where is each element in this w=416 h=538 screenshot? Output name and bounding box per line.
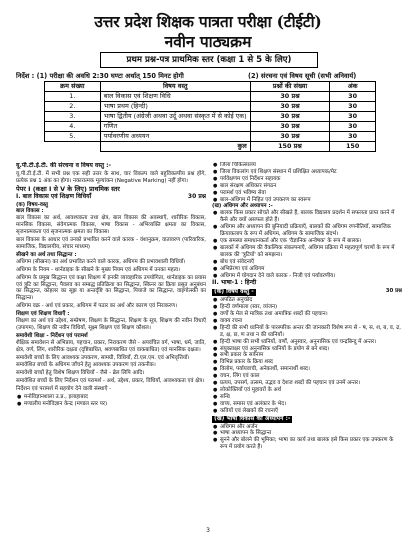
list-item: ● कवियों एवं लेखकों की रचनाएँ xyxy=(220,408,402,415)
list-item: ● हिन्दी वर्णमाला (स्वर, व्यंजन) xyxy=(220,304,402,311)
table-cell: बाल विकास एवं शिक्षण विधि xyxy=(100,92,250,102)
table-total-row xyxy=(45,142,376,152)
paragraph: शैक्षिक समावेशन से अभिप्राय, पहचान, प्रकार, निराकरण जैसे - अपवंचित वर्ग, भाषा, धर्म, जाति, क्षेत्र, वर्ण, लिंग, शारीरिक दक्षता (दृष्टिबाधित, श्रवणबाधित एवं वाकबाधित) एवं मानसिक दक्षता। xyxy=(16,339,206,353)
list-item: ● अपठित अनुच्छेद xyxy=(220,297,402,304)
intro-text: यू.पी.टी.ई.टी. में सभी प्रश्न एक सही उत्तर के साथ, चार विकल्प वाले बहुविकल्पीय प्रश्न होंगे, प्रत्येक प्रश्न 1 अंक का होगा। नकारात्मक मूल्यांकन (Negative Marking) नहीं होगा। xyxy=(16,170,206,184)
table-cell: 30 प्रश्न xyxy=(250,132,330,142)
section-count: 30 प्रश्न xyxy=(385,288,402,295)
right-column xyxy=(212,162,402,524)
list-item: ● परामर्श एवं भविष्य सेवा xyxy=(220,190,402,197)
list-item: ● एक समस्या समाधानकर्ता और एक 'वैज्ञानिक अन्वेषक' के रूप में बालक। xyxy=(220,238,402,245)
table-cell: 3. xyxy=(45,112,101,122)
table-row xyxy=(45,112,376,122)
table-row xyxy=(45,132,376,142)
list-item: ● बाल संरक्षण अधिकार संगठन xyxy=(220,183,402,190)
paragraph: अधिगम वक्र - अर्थ एवं प्रकार, अधिगम में पठार का अर्थ और कारण एवं निराकरण। xyxy=(16,303,178,310)
total-label: कुल xyxy=(100,142,250,152)
table-cell: गणित xyxy=(100,122,250,132)
sub-heading: (ख) अधिगम और अध्यापन :- xyxy=(212,203,273,210)
section-count: 30 प्रश्न xyxy=(187,192,206,200)
paper-level: पेपर I (कक्षा I से V के लिए) प्राथमिक स्तर xyxy=(16,184,120,193)
page-number: 3 xyxy=(206,527,210,534)
topic-heading: समावेशी शिक्षा - निर्देशन एवं परामर्श xyxy=(16,332,88,339)
table-cell: 30 प्रश्न xyxy=(250,102,330,112)
list-item: ● पर्यवेक्षणम एवं निर्देशन सहायक xyxy=(220,176,402,183)
table-header: प्रश्नों की संख्या xyxy=(250,82,330,92)
bullet-list xyxy=(212,424,402,452)
page-title: उत्तर प्रदेश शिक्षक पात्रता परीक्षा (टीईटी) xyxy=(94,12,322,31)
list-item: ● जिला चिकित्सालय xyxy=(220,162,402,169)
table-header: क्रम संख्या xyxy=(45,82,101,92)
list-item: ● विभिन्न प्रकार के क्रिया शब्द xyxy=(220,359,402,366)
list-item: ● मनोविज्ञानशाला उ.प्र., इलाहाबाद xyxy=(24,394,206,401)
list-item: ● सन्धि xyxy=(220,394,402,401)
bullet-list xyxy=(212,162,402,203)
list-item: ● जिला विकलांग एवं शिक्षण संस्थान में प्रशिक्षित अध्यापक/मेट xyxy=(220,169,402,176)
table-header: अंक xyxy=(330,82,376,92)
table-header-row xyxy=(45,82,376,92)
list-item: ● प्रत्यय, उपसर्ग, तत्सम, तद्भव व देशज शब्दों की पहचान एवं उनमें अन्तर। xyxy=(220,380,402,387)
table-row xyxy=(45,102,376,112)
section-title: I. बाल विकास एवं शिक्षण विधियाँ xyxy=(16,192,92,200)
list-item: ● हिन्दी की सभी ध्वनियों के पारस्परिक अन्तर की जानकारी विशेष रूप से - ष, स, श, ब, व, ढ, ड, क्ष, छ, ण तथा न की ध्वनियाँ। xyxy=(220,325,402,339)
table-cell: 30 xyxy=(330,102,376,112)
list-item: ● बाल-अधिगम में निहित एवं उपकरण का स्वरूप xyxy=(220,197,402,204)
topic-heading: बाल विकास : xyxy=(16,208,44,215)
list-item: ● बालक किस प्रकार सोचते और सीखते हैं, बालक विद्यालय प्रदर्शन में सफलता प्राप्त करने में कैसे और क्यों असफल होते हैं। xyxy=(220,210,402,224)
list-item: ● अधिगम में योगदान देने वाले कारक - निजी एवं पर्यावरणीय। xyxy=(220,273,402,280)
paragraph: अधिगम के नियम - थार्नडाइक के सीखने के मुख्य नियम एवं अधिगम में उनका महत्व। xyxy=(16,266,181,273)
table-cell: 30 प्रश्न xyxy=(250,122,330,132)
bullet-list xyxy=(16,394,206,408)
topic-heading: सीखने का अर्थ तथा सिद्धान्त : xyxy=(16,251,77,258)
list-item: ● अभिप्रेरणा एवं अधिगम xyxy=(220,266,402,273)
paragraph: समावेशी बच्चों के लिए आवश्यक उपकरण, सामग्री, विधियाँ, टी.एल.एम. एवं अभिवृत्तियाँ। xyxy=(16,354,190,361)
table-cell: 4. xyxy=(45,122,101,132)
instruction-left: निर्देश : (1) परीक्षा की अवधि 2:30 घण्टा अर्थात् 150 मिनट होगी xyxy=(16,72,184,80)
paper-title-box: प्रथम प्रश्न-पत्र प्राथमिक स्तर (कक्षा 1 से 5 के लिए) xyxy=(100,52,318,68)
sub-heading-row xyxy=(212,288,402,297)
table-row xyxy=(45,92,376,102)
bullet-list xyxy=(212,297,402,414)
table-cell: 30 xyxy=(330,132,376,142)
paragraph: अधिगम (सीखना) का अर्थ प्रभावित करने वाले कारक, अधिगम की प्रभावशाली विधियाँ। xyxy=(16,258,186,265)
paragraph: निर्देशन एवं परामर्श में सहयोग देने वाली संस्थाएँ - xyxy=(16,386,112,393)
left-column xyxy=(16,162,206,524)
table-cell: 1. xyxy=(45,92,101,102)
table-cell: 30 xyxy=(330,112,376,122)
paragraph: समावेशी बच्चों हेतु विशेष शिक्षण विधियाँ - जैसे - ब्रेल लिपि आदि। xyxy=(16,370,145,377)
list-item: ● वाक्य रचना xyxy=(220,318,402,325)
table-cell: भाषा प्रथम (हिन्दी) xyxy=(100,102,250,112)
list-item: ● वचन, लिंग एवं काल xyxy=(220,373,402,380)
instructions-line xyxy=(16,71,402,80)
list-item: ● बोध एवं संवेदनाएँ xyxy=(220,259,402,266)
list-item: ● संयुक्ताक्षर एवं अनुनासिक ध्वनियों के प्रयोग से बने शब्द। xyxy=(220,346,402,353)
bullet-list xyxy=(212,210,402,279)
paragraph: समावेशित बच्चों के अधिगम जाँचने हेतु आवश्यक उपकरण एवं तकनीक। xyxy=(16,362,156,369)
table-row xyxy=(45,122,376,132)
list-item: ● अधिगम और अर्जन xyxy=(220,424,402,431)
list-item: ● सभी प्रकार के सर्वनाम xyxy=(220,352,402,359)
table-cell: 30 xyxy=(330,92,376,102)
list-item: ● अधिगम और अध्यापन की बुनियादी प्रक्रियाएँ, बालकों की अधिगम रणनीतियाँ, सामाजिक क्रियाकलाप के रूप में अधिगम, अधिगम के सामाजिक संदर्भ। xyxy=(220,224,402,238)
list-item: ● वाच्य, समास एवं अलंकार के भेद। xyxy=(220,401,402,408)
paragraph: समावेशित बच्चों के लिए निर्देशन एवं परामर्श - अर्थ, उद्देश्य, प्रकार, विधियाँ, आवश्यकता एवं क्षेत्र। xyxy=(16,378,205,385)
table-cell: 30 xyxy=(330,122,376,132)
list-item: ● विलोम, पर्यायवाची, अनेकार्थी, समानार्थी शब्द। xyxy=(220,366,402,373)
topic-heading: शिक्षण एवं शिक्षण विधाएँ : xyxy=(16,311,70,318)
table-cell: 30 प्रश्न xyxy=(250,92,330,102)
list-item: ● भाषा अध्यापन के सिद्धान्त xyxy=(220,430,402,437)
list-item: ● हिन्दी भाषा की सभी ध्वनियों, वर्णों, अनुस्वार, अनुनासिक एवं चन्द्रबिन्दु में अन्तर। xyxy=(220,339,402,346)
instruction-right: (2) संरचना एवं विषय सूची (सभी अनिवार्य) xyxy=(248,72,357,80)
sub-heading: (क) विषय वस्तु - xyxy=(214,288,254,296)
structure-table xyxy=(44,81,376,152)
table-cell: 2. xyxy=(45,102,101,112)
list-item: ● बालकों में अधिगम की वैकल्पिक संकल्पनाएँ, अधिगम प्रक्रिया में महत्वपूर्ण चरणों के रूप में बालक की 'त्रुटियों' को समझना। xyxy=(220,245,402,259)
list-item: ● सुनने और बोलने की भूमिका; भाषा का कार्य तथा बालक इसे किस प्रकार एक उपकरण के रूप में प्रयोग करते हैं। xyxy=(220,437,402,451)
page-subtitle: नवीन पाठ्यक्रम xyxy=(164,32,252,51)
table-cell: 30 प्रश्न xyxy=(250,112,330,122)
paragraph: शिक्षण का अर्थ एवं उद्देश्य, सम्प्रेषण, शिक्षण के सिद्धान्त, शिक्षण के सूत्र, शिक्षण की नवीन विधाएँ (उपागम), शिक्षण की नवीन विधियाँ, सूक्ष्म शिक्षण एवं शिक्षण कौशल। xyxy=(16,318,206,331)
table-cell: पर्यावरणीय अध्ययन xyxy=(100,132,250,142)
intro-heading: यू.पी.टी.ई.टी. की संरचना व विषय वस्तु :- xyxy=(16,162,111,169)
section-heading: II. भाषा-1 : हिन्दी xyxy=(212,279,257,287)
sub-heading: (क) विषय-वस्तु xyxy=(16,201,48,208)
table-cell: 5. xyxy=(45,132,101,142)
table-header: विषय वस्तु xyxy=(100,82,250,92)
total-questions: 150 प्रश्न xyxy=(250,142,330,152)
paragraph: अधिगम के प्रमुख सिद्धान्त एवं कक्षा शिक्षण में इनकी व्यावहारिक उपयोगिता, थार्नडाइक का प्रयास एवं त्रुटि का सिद्धान्त, पैवलव का सम्बद्ध प्रतिक्रिया का सिद्धान्त, स्किनर का क्रिया प्रसूत अनुबंधन का सिद्धान्त, कोहलर का सूझ या अन्तर्दृष्टि का सिद्धान्त, पियाजे का सिद्धान्त, वाइगोत्स्की का सिद्धान्त। xyxy=(16,274,206,302)
paragraph: बाल विकास के आधार एवं उनको प्रभावित करने वाले कारक - वंशानुक्रम, वातावरण (पारिवारिक, सामाजिक, विद्यालयीय, संचार माध्यम) xyxy=(16,237,206,250)
list-item: ● मण्डलीय मनोविज्ञान केन्द्र (मण्डल स्तर पर) xyxy=(24,401,206,408)
section-heading xyxy=(16,194,206,201)
list-item: ● लोकोक्तियाँ एवं मुहावरों के अर्थ xyxy=(220,387,402,394)
sub-heading: (ख) भाषा विकास का अध्यापन :- xyxy=(214,414,291,422)
total-marks: 150 xyxy=(330,142,376,152)
paragraph: बाल विकास का अर्थ, आवश्यकता तथा क्षेत्र, बाल विकास की अवस्थाएँ, शारीरिक विकास, मानसिक विकास, संवेगात्मक विकास, भाषा विकास - अभिव्यक्ति क्षमता का विकास, सृजनात्मकता एवं सृजनात्मक क्षमता का विकास। xyxy=(16,215,206,236)
table-cell: भाषा द्वितीय (अंग्रेजी अथवा उर्दू अथवा संस्कृत में से कोई एक) xyxy=(100,112,250,122)
list-item: ● वर्णों के मेल से मात्रिक तथा अमात्रिक शब्दों की पहचान। xyxy=(220,311,402,318)
